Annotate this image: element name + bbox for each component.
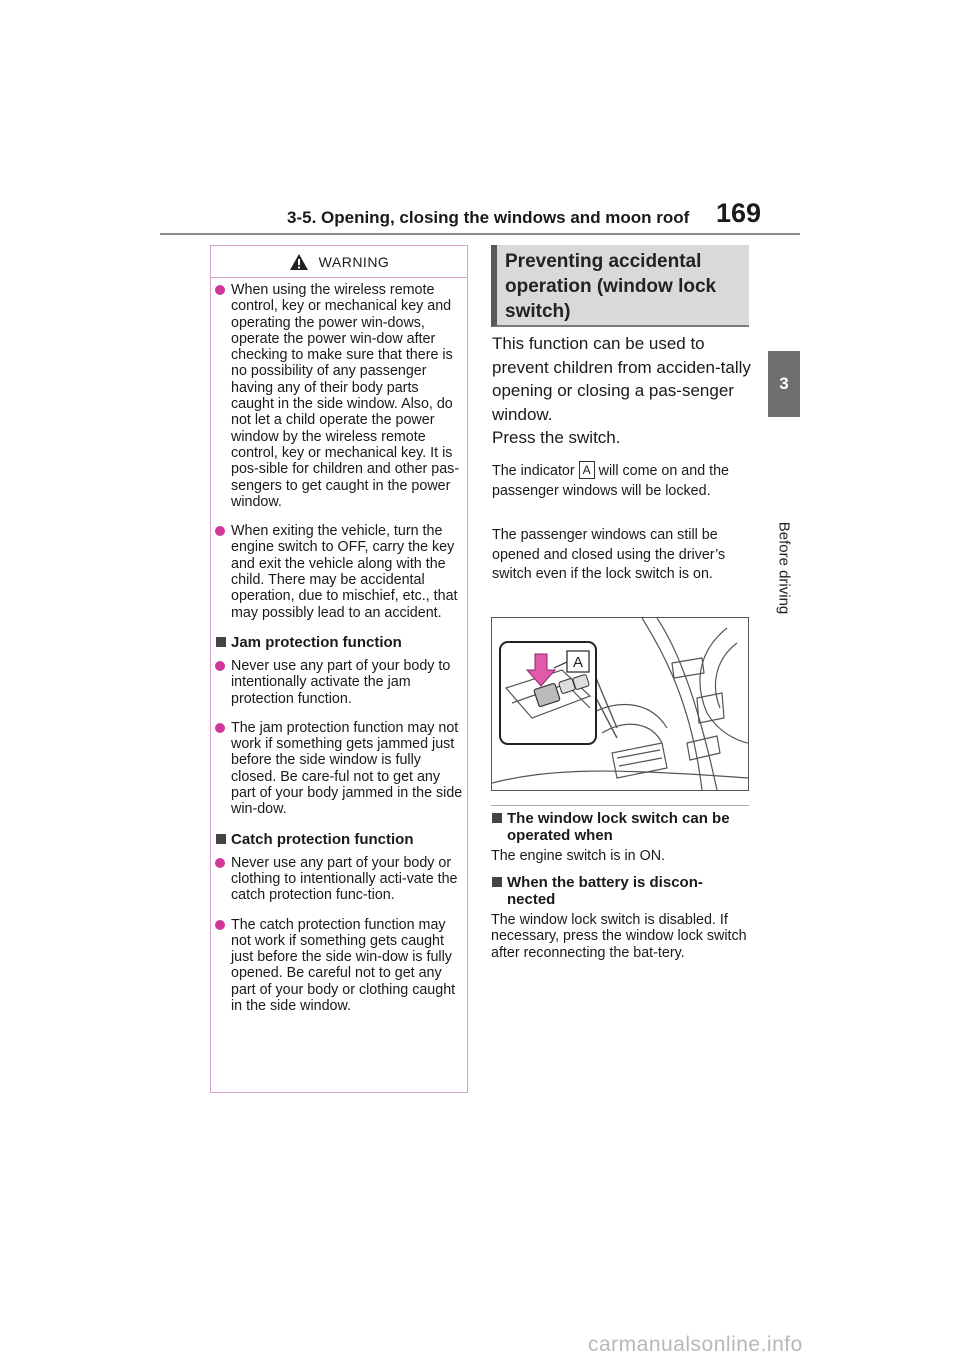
warning-text: When using the wireless remote control, key or mechanical key and operating the power win-dows, operate the power win-dow after checking to make sure that there is no possibility of any passenger having any of their body parts caught in the side window. Also, do not let a child operate the power window by the wireless remote control, key or mechanical key. It is pos-sible for children and other pas-sengers to get caught in the power window.	[231, 282, 460, 510]
header-rule	[160, 233, 800, 235]
section-heading-box	[491, 245, 749, 327]
square-marker-icon	[492, 813, 502, 823]
page-number: 169	[716, 198, 762, 228]
indicator-text-before: The indicator	[492, 463, 575, 479]
square-marker-icon	[216, 637, 226, 647]
note-block	[491, 810, 749, 864]
figure-callout-a: A	[572, 654, 584, 671]
warning-header	[211, 246, 467, 278]
warning-text: The catch protection function may not work if something gets caught just before the side win-dow is fully opened. Be careful not to get any part of your body or clothing caught in the side window.	[231, 916, 456, 1014]
warning-text: The jam protection function may not work if something gets jammed just before the side window is fully closed. Be care-ful not to get any part of your body jammed in the side win-dow.	[231, 719, 463, 818]
bullet-dot	[215, 723, 225, 733]
warning-text: When exiting the vehicle, turn the engine switch to OFF, carry the key and exit the vehicle along with the child. There may be accidental operation, due to mischief, etc., that may possibly lead to an accident.	[231, 523, 458, 621]
warning-subhead	[215, 831, 465, 848]
warning-bullet	[215, 917, 465, 1015]
subhead-text: Catch protection function	[231, 830, 414, 848]
page-header-title: 3-5. Opening, closing the windows and moon roof	[287, 208, 690, 227]
indicator-label: A	[579, 461, 595, 479]
note-block	[491, 874, 749, 961]
warning-icon	[289, 253, 309, 271]
chapter-label: Before driving	[775, 521, 793, 615]
warning-title: WARNING	[318, 253, 390, 270]
warning-text: Never use any part of your body or clothing to intentionally acti-vate the catch protection func-tion.	[231, 854, 458, 904]
bullet-dot	[215, 920, 225, 930]
note-heading	[491, 810, 749, 844]
section-note: The passenger windows can still be opened and closed using the driver’s switch even if the lock switch is on.	[492, 527, 726, 582]
indicator-note	[492, 461, 750, 501]
note-heading-text: The window lock switch can be operated when	[507, 810, 730, 844]
note-heading	[491, 874, 749, 908]
warning-bullet	[215, 658, 465, 707]
subhead-text: Jam protection function	[231, 633, 402, 651]
section-title: Preventing accidental operation (window lock switch)	[505, 251, 717, 322]
warning-bullet	[215, 855, 465, 904]
square-marker-icon	[216, 834, 226, 844]
bullet-dot	[215, 661, 225, 671]
door-panel-drawing	[492, 618, 748, 790]
warning-bullet	[215, 523, 465, 621]
note-text: The window lock switch is disabled. If necessary, press the window lock switch after reconnecting the bat-tery.	[491, 912, 747, 961]
bullet-dot	[215, 858, 225, 868]
warning-box	[210, 245, 468, 1093]
chapter-tab: 3	[768, 351, 800, 417]
section-instruction: Press the switch.	[492, 428, 621, 447]
warning-bullet	[215, 720, 465, 818]
window-lock-switch-illustration	[491, 617, 749, 791]
warning-text: Never use any part of your body to intentionally activate the jam protection function.	[231, 657, 451, 707]
warning-subhead	[215, 634, 465, 651]
warning-bullet	[215, 282, 465, 510]
notes-separator	[491, 805, 749, 806]
bullet-dot	[215, 526, 225, 536]
section-intro: This function can be used to prevent children from acciden-tally opening or closing a pas-senger window.	[492, 334, 751, 424]
watermark: carmanualsonline.info	[588, 1333, 803, 1356]
bullet-dot	[215, 285, 225, 295]
square-marker-icon	[492, 877, 502, 887]
note-text: The engine switch is in ON.	[491, 848, 666, 864]
note-heading-text: When the battery is discon-nected	[507, 874, 703, 908]
warning-body	[215, 282, 465, 1027]
indicator-text-after: will come on and the passenger windows will be locked.	[492, 463, 729, 499]
